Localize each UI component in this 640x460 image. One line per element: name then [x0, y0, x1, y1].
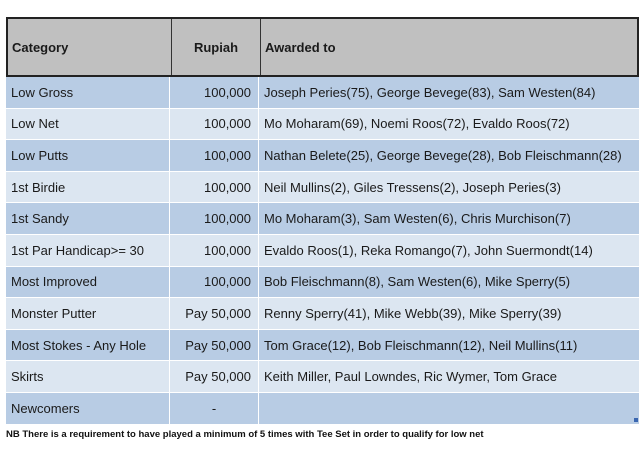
cell-rupiah: 100,000	[170, 267, 259, 298]
header-rupiah: Rupiah	[172, 19, 261, 75]
cell-rupiah: Pay 50,000	[170, 330, 259, 361]
cell-awarded-to: Mo Moharam(3), Sam Westen(6), Chris Murchison(7)	[264, 211, 571, 227]
awards-table	[6, 17, 639, 425]
cell-category: Newcomers	[6, 393, 170, 424]
cell-awarded-to: Evaldo Roos(1), Reka Romango(7), John Suermondt(14)	[264, 242, 593, 258]
header-category: Category	[8, 19, 172, 75]
table-header	[6, 17, 639, 77]
cell-category: Low Gross	[6, 77, 170, 108]
cell-awarded-to: Keith Miller, Paul Lowndes, Ric Wymer, Tom Grace	[264, 369, 557, 385]
table-row	[6, 77, 639, 109]
cell-category: 1st Birdie	[6, 172, 170, 203]
table-row	[6, 235, 639, 267]
cell-category: 1st Par Handicap>= 30	[6, 235, 170, 266]
table-row	[6, 393, 639, 425]
table-row	[6, 172, 639, 204]
cell-category: Most Improved	[6, 267, 170, 298]
cell-category: Skirts	[6, 361, 170, 392]
cell-awarded-to: Mo Moharam(69), Noemi Roos(72), Evaldo Roos(72)	[264, 116, 570, 132]
cell-awarded-to: Bob Fleischmann(8), Sam Westen(6), Mike Sperry(5)	[264, 274, 571, 290]
header-awarded-to: Awarded to	[265, 39, 336, 55]
table-row	[6, 267, 639, 299]
table-row	[6, 109, 639, 141]
table-row	[6, 361, 639, 393]
cell-rupiah: 100,000	[170, 203, 259, 234]
cell-rupiah: 100,000	[170, 172, 259, 203]
cell-awarded-to: Renny Sperry(41), Mike Webb(39), Mike Sperry(39)	[264, 305, 562, 321]
cell-rupiah: -	[170, 393, 259, 424]
cell-category: Low Net	[6, 109, 170, 140]
cell-awarded-to: Tom Grace(12), Bob Fleischmann(12), Neil Mullins(11)	[264, 337, 578, 353]
cell-category: Low Putts	[6, 140, 170, 171]
cell-rupiah: Pay 50,000	[170, 298, 259, 329]
cell-awarded-to: Joseph Peries(75), George Bevege(83), Sam Westen(84)	[264, 84, 596, 100]
cell-category: Most Stokes - Any Hole	[6, 330, 170, 361]
cell-rupiah: 100,000	[170, 109, 259, 140]
table-row	[6, 330, 639, 362]
table-row	[6, 140, 639, 172]
cell-rupiah: Pay 50,000	[170, 361, 259, 392]
cell-rupiah: 100,000	[170, 235, 259, 266]
cell-awarded-to: Neil Mullins(2), Giles Tressens(2), Joseph Peries(3)	[264, 179, 561, 195]
table-row	[6, 203, 639, 235]
cell-awarded-to	[259, 393, 639, 424]
table-resize-handle-icon[interactable]	[634, 418, 638, 422]
table-row	[6, 298, 639, 330]
cell-rupiah: 100,000	[170, 77, 259, 108]
cell-category: Monster Putter	[6, 298, 170, 329]
qualification-note: NB There is a requirement to have played a minimum of 5 times with Tee Set in order to qualify for low net	[6, 429, 484, 440]
cell-category: 1st Sandy	[6, 203, 170, 234]
cell-rupiah: 100,000	[170, 140, 259, 171]
cell-awarded-to: Nathan Belete(25), George Bevege(28), Bob Fleischmann(28)	[264, 147, 622, 163]
